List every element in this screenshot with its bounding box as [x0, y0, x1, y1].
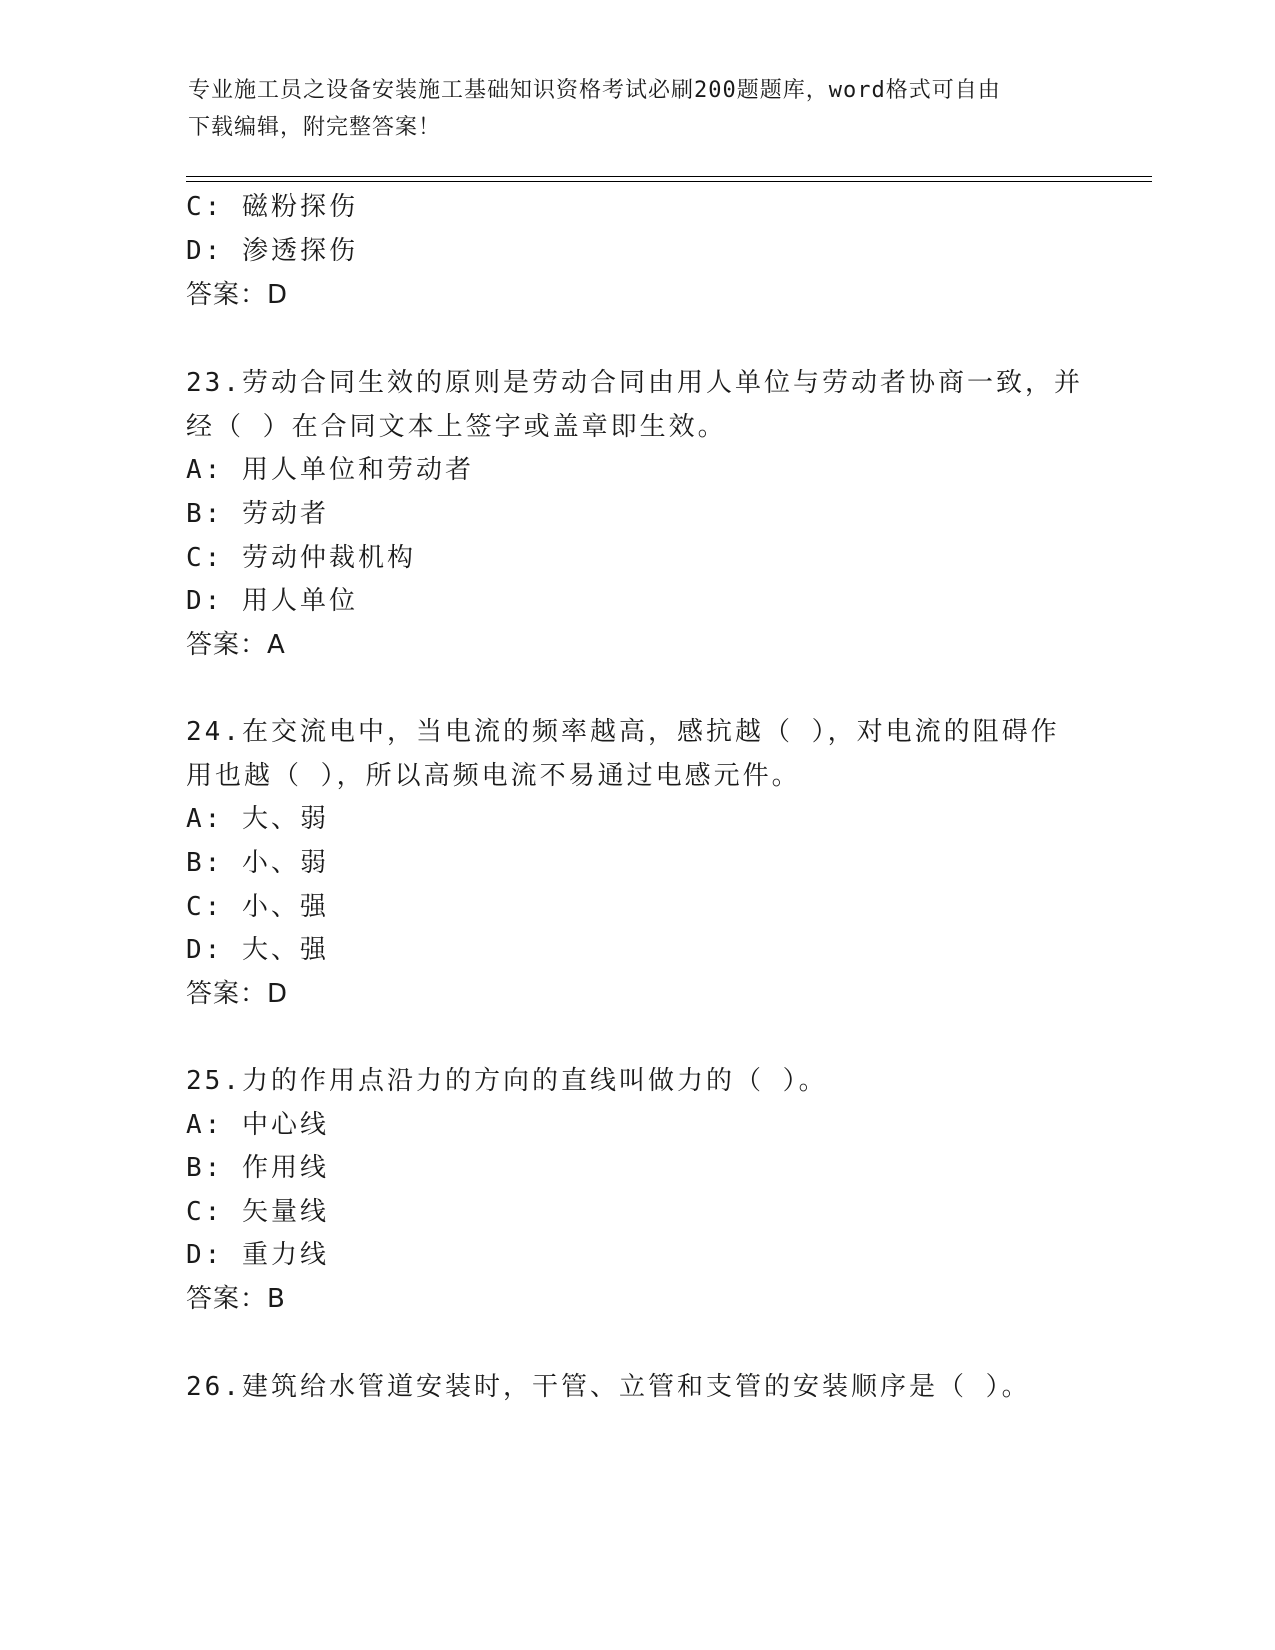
option-b: B: 小、弱 [186, 848, 329, 878]
header-title-line-1: 专业施工员之设备安装施工基础知识资格考试必刷200题题库，word格式可自由 [188, 78, 1001, 103]
page-header [188, 72, 1068, 146]
option-c: C: 小、强 [186, 892, 329, 922]
option-c: C: 劳动仲裁机构 [186, 543, 416, 573]
answer-line: 答案：D [186, 979, 289, 1009]
option-d: D: 大、强 [186, 935, 329, 965]
option-b: B: 作用线 [186, 1153, 329, 1183]
option-a: A: 大、弱 [186, 804, 329, 834]
header-title-line-2: 下载编辑，附完整答案！ [188, 115, 442, 140]
header-divider-top [186, 176, 1152, 177]
question-stem-line: 23.劳动合同生效的原则是劳动合同由用人单位与劳动者协商一致，并 [186, 368, 1083, 398]
answer-line: 答案：D [186, 280, 289, 310]
option-b: B: 劳动者 [186, 499, 329, 529]
option-d: D: 用人单位 [186, 586, 358, 616]
option-d: D: 渗透探伤 [186, 236, 358, 266]
question-stem-line: 24.在交流电中，当电流的频率越高，感抗越（ ），对电流的阻碍作 [186, 717, 1060, 747]
question-stem-line: 用也越（ ），所以高频电流不易通过电感元件。 [186, 761, 801, 791]
option-d: D: 重力线 [186, 1240, 329, 1270]
answer-line: 答案：A [186, 630, 286, 660]
question-stem-line: 26.建筑给水管道安装时，干管、立管和支管的安装顺序是（ ）。 [186, 1372, 1031, 1402]
option-a: A: 用人单位和劳动者 [186, 455, 474, 485]
option-a: A: 中心线 [186, 1110, 329, 1140]
option-c: C: 矢量线 [186, 1197, 329, 1227]
answer-line: 答案：B [186, 1284, 286, 1314]
question-stem-line: 25.力的作用点沿力的方向的直线叫做力的（ ）。 [186, 1066, 828, 1096]
option-c: C: 磁粉探伤 [186, 192, 358, 222]
question-stem-line: 经（ ）在合同文本上签字或盖章即生效。 [186, 412, 727, 442]
header-divider-bottom [186, 181, 1152, 182]
